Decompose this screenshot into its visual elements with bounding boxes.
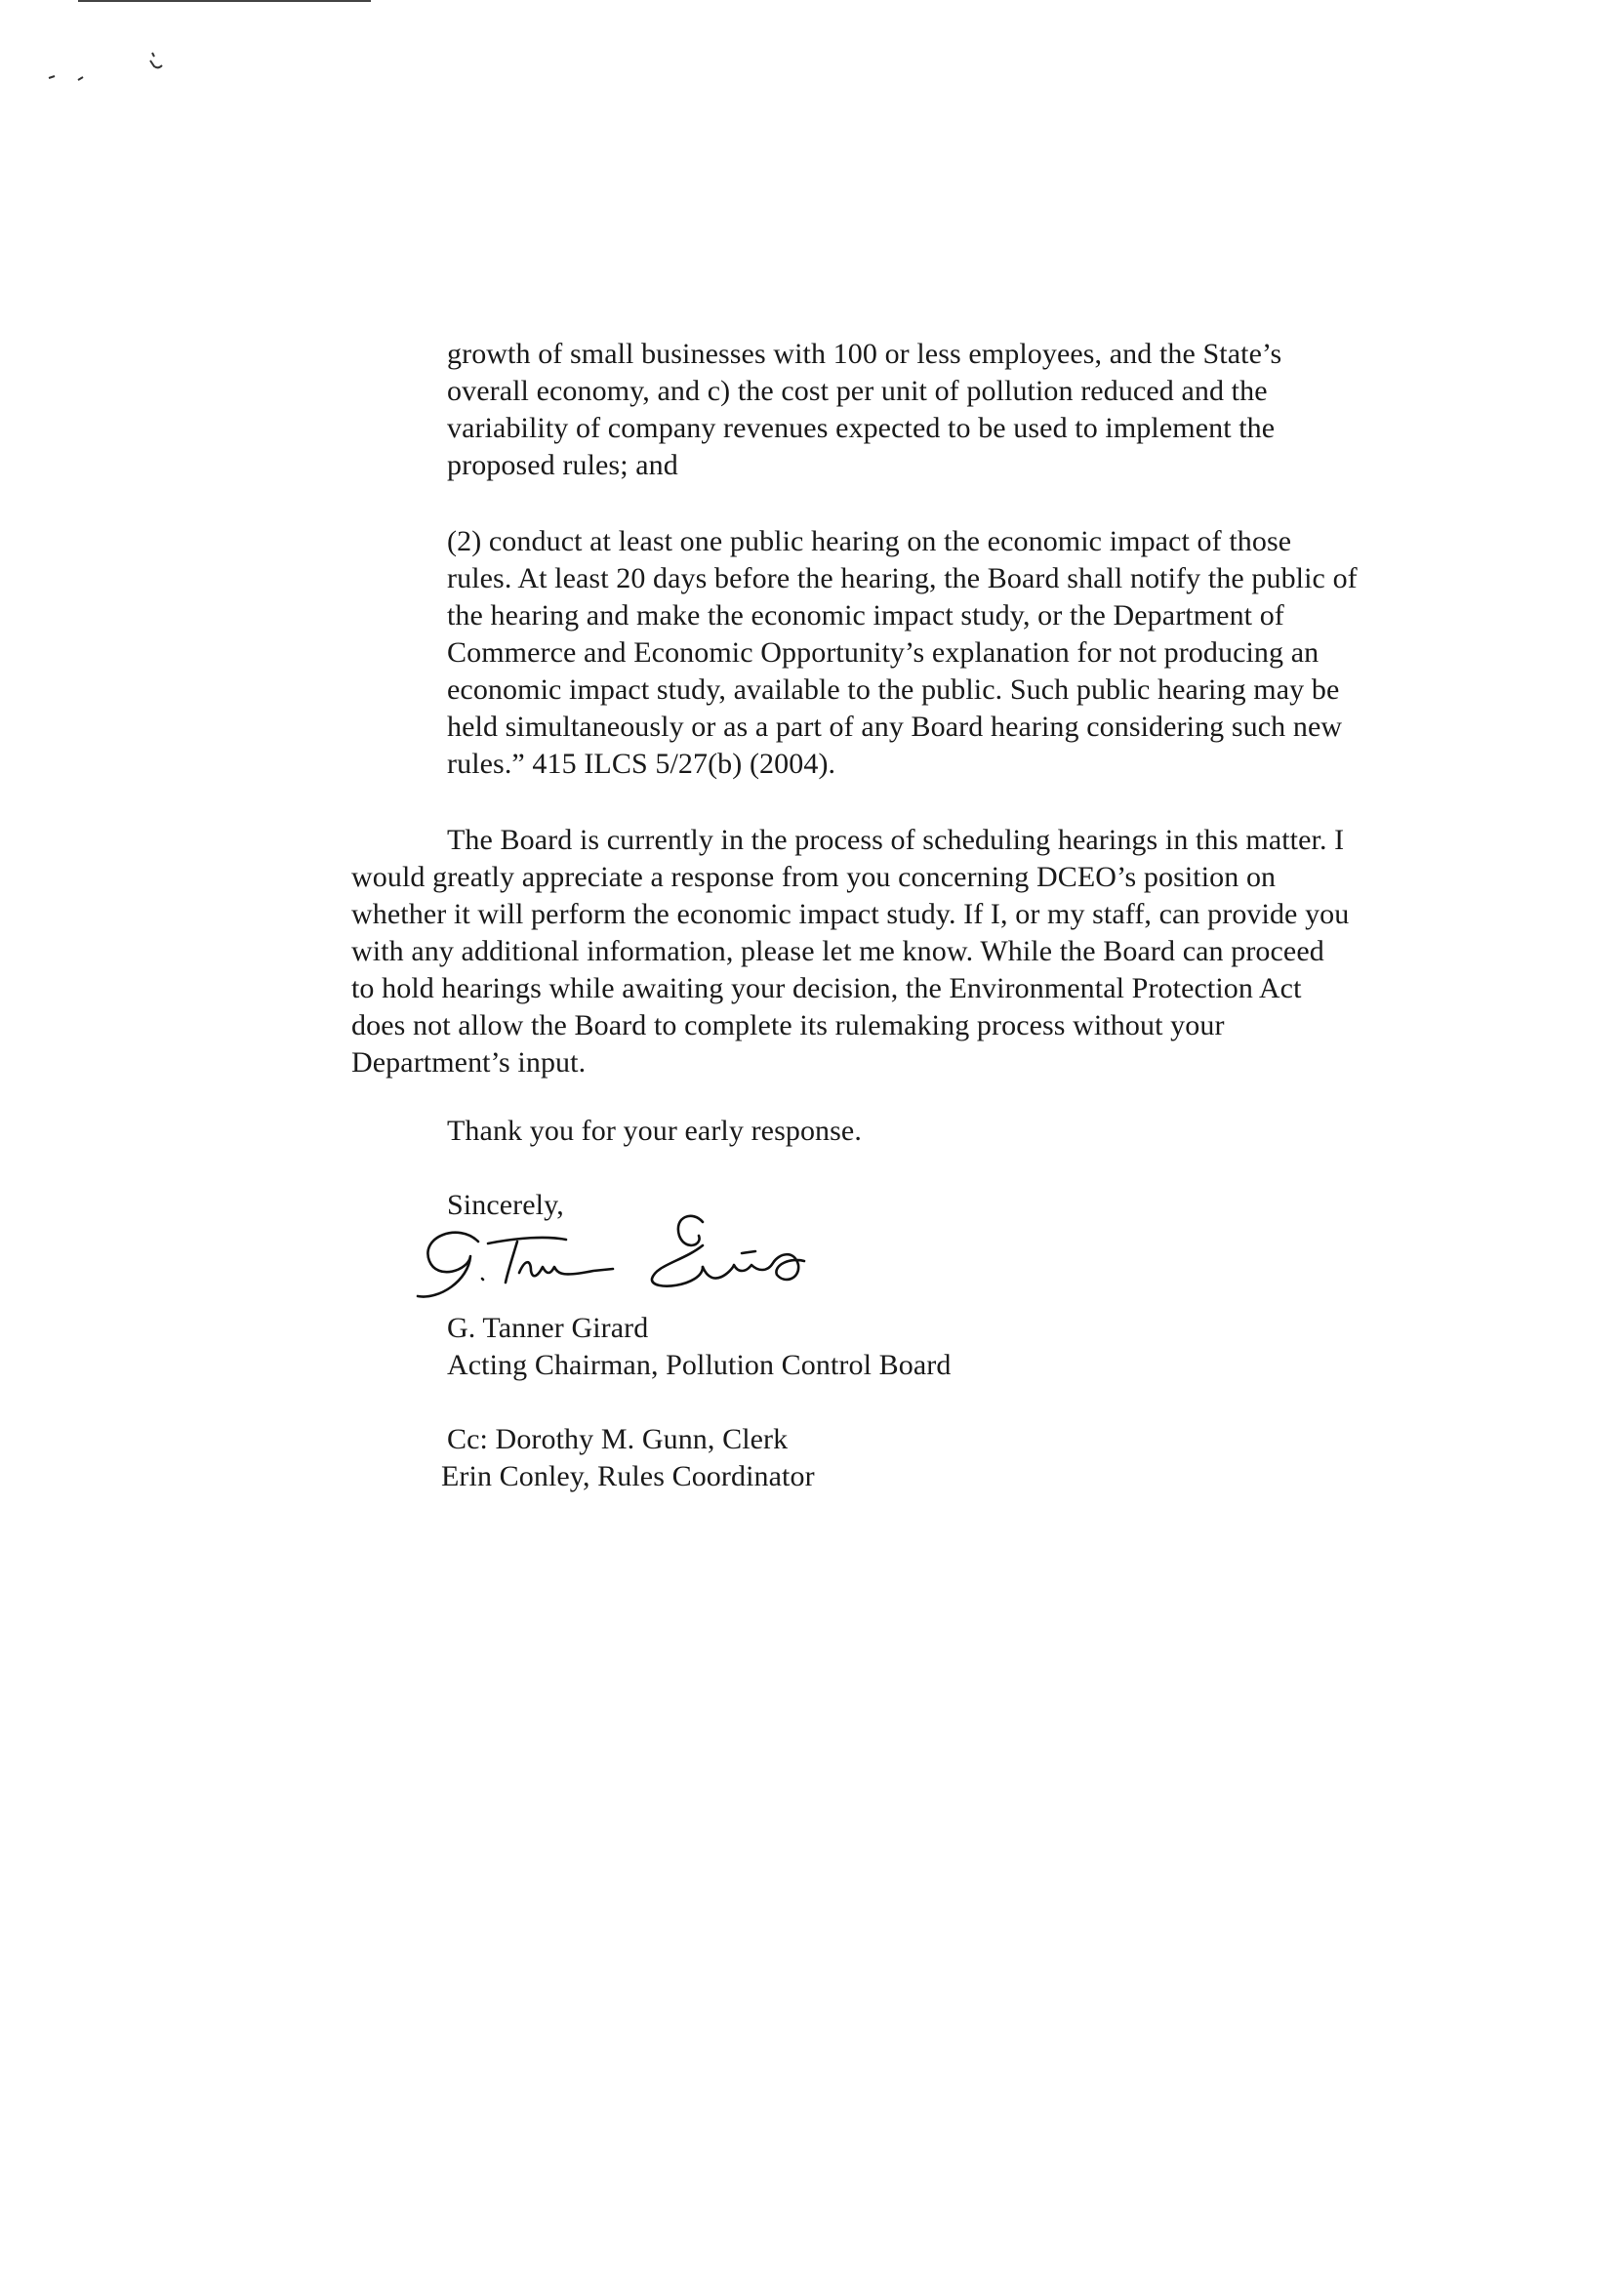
para2-line: rules. At least 20 days before the hearing, the Board shall notify the public of — [447, 562, 1358, 594]
signer-title: Acting Chairman, Pollution Control Board — [447, 1349, 952, 1381]
para3-line: whether it will perform the economic impact study. If I, or my staff, can provide you — [351, 898, 1350, 930]
cc-line: Erin Conley, Rules Coordinator — [441, 1460, 815, 1492]
para2-line: held simultaneously or as a part of any Board hearing considering such new — [447, 711, 1343, 743]
para1-line: variability of company revenues expected to be used to implement the — [447, 412, 1276, 444]
para3-line: The Board is currently in the process of scheduling hearings in this matter. I — [447, 824, 1345, 856]
para3-line: with any additional information, please let me know. While the Board can proceed — [351, 935, 1324, 967]
para3-line: Department’s input. — [351, 1046, 587, 1079]
para2-line: (2) conduct at least one public hearing on the economic impact of those — [447, 525, 1292, 557]
para3-line: does not allow the Board to complete its rulemaking process without your — [351, 1009, 1225, 1041]
thanks-line: Thank you for your early response. — [447, 1115, 862, 1147]
handwritten-signature — [410, 1202, 878, 1310]
para1-line: growth of small businesses with 100 or less employees, and the State’s — [447, 338, 1282, 370]
para2-line: the hearing and make the economic impact study, or the Department of — [447, 599, 1284, 632]
para1-line: proposed rules; and — [447, 449, 678, 481]
closing: Sincerely, — [447, 1189, 564, 1221]
para3-line: would greatly appreciate a response from you concerning DCEO’s position on — [351, 861, 1277, 893]
scan-edge-line — [78, 0, 371, 2]
para1-line: overall economy, and c) the cost per unit of pollution reduced and the — [447, 375, 1268, 407]
signer-name: G. Tanner Girard — [447, 1312, 649, 1344]
para3-line: to hold hearings while awaiting your decision, the Environmental Protection Act — [351, 972, 1302, 1004]
cc-line: Cc: Dorothy M. Gunn, Clerk — [447, 1423, 789, 1455]
para2-line: rules.” 415 ILCS 5/27(b) (2004). — [447, 748, 836, 780]
scan-specks — [39, 39, 195, 98]
para2-line: Commerce and Economic Opportunity’s explanation for not producing an — [447, 636, 1320, 669]
para2-line: economic impact study, available to the public. Such public hearing may be — [447, 673, 1340, 706]
